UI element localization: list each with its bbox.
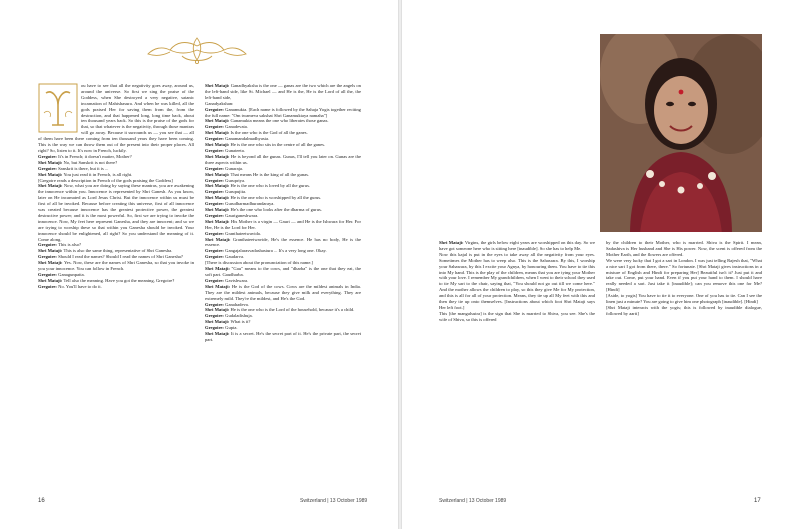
footer-text: Switzerland | 13 October 1989 [300,498,368,504]
portrait-photo [600,34,762,232]
paragraph-text: Gurudharmadhurandaraya. [225,201,275,207]
speaker-label: Shri Mataji: [38,277,64,283]
speaker-label: Shri Mataji: [38,171,64,177]
paragraph-text: Gunateeta. [225,147,245,153]
speaker-label: Gregoire: [38,283,59,289]
speaker-label: Gregoire: [205,177,226,183]
paragraph-text: Gurupriya. [225,177,246,183]
speaker-label: Shri Mataji: [439,240,465,245]
speaker-label: Gregoire: [205,212,226,218]
paragraph-text: That means He is the king of all the gunas. [230,171,310,177]
paragraph-text: Ganadhyaksha is the one — ganas are the two which are the angels on the left-hand side, like St. Michael — and He is the, He is the Lord of all the, the left-hand side, [205,83,361,100]
paragraph-text: Should I read the names? Should I read the names of Shri Ganesha? [58,254,183,260]
left-column-2 [205,83,361,483]
paragraph-text: This [the mangalsutra] is the sign that She is married to Shiva, you see. She's the wife of Shiva, so this is offered [439,310,595,322]
paragraph [439,252,595,311]
paragraph-text: No. You'll have to do it. [58,283,102,289]
right-column-1 [439,240,595,430]
paragraph-text: Gangajalarasvadashastura ... It's a very long one. Okay. [225,248,327,254]
paragraph [205,331,361,343]
paragraph-text: No, but Sanskrit is not there? [63,159,118,165]
speaker-label: Shri Mataji: [205,307,231,313]
paragraph [205,107,361,119]
speaker-label: Gregoire: [38,254,59,260]
speaker-label: Gregoire: [38,242,59,248]
paragraph-text: What is it? [230,319,251,325]
floral-ornament-icon [142,34,252,66]
paragraph-text: He is beyond all the gunas. Gunas, I'll tell you later on. Gunas are the three aspects within us. [205,153,361,165]
paragraph-text: [Aside, to yogis] You have to tie it to everyone. One of you has to tie. Can I see the linen just a minute? You are going to give him one photograph [inaudible]. [Hindi] [606,293,762,305]
paragraph-text: You just read it in French, is all right. [63,171,133,177]
speaker-label: Gregoire: [205,248,226,254]
speaker-label: Shri Mataji: [205,195,231,201]
paragraph-text: Gauriganeshwara. [225,212,259,218]
left-footer [300,498,367,504]
speaker-label: Gregoire: [205,147,226,153]
paragraph-text: Ganagunpatta. [58,272,85,277]
right-page-number-wrap [754,498,761,504]
speaker-label: Shri Mataji: [205,266,232,272]
speaker-label: Gregoire: [205,277,226,283]
speaker-label: Shri Mataji: [205,283,232,289]
speaker-label: Shri Mataji: [38,260,64,266]
paragraph [606,293,762,305]
paragraph-text: Ganadevata. [225,124,248,130]
paragraph [205,237,361,249]
paragraph-text: [Gregoire reads a description in French of the gods praising the Goddess] [38,177,173,183]
left-page-number-wrap [38,498,45,504]
paragraph [38,260,194,272]
left-page [0,0,398,529]
paragraph [205,266,361,278]
speaker-label: Gregoire: [38,165,59,171]
paragraph [439,240,595,252]
speaker-label: Gregoire: [205,254,226,260]
speaker-label: Shri Mataji: [205,118,231,124]
speaker-label: Shri Mataji: [205,331,231,337]
speaker-label: Gregoire: [38,272,59,277]
dropcap-y-icon [38,83,78,133]
speaker-label: Shri Mataji: [205,142,231,148]
paragraph-text: Ganamukta. [Each name is followed by the Sahaja Yogis together reciting the full name: "Om twameva sakshat Shri Ganamuktaya namaha"] [205,106,361,118]
speaker-label: Shri Mataji: [38,248,64,254]
right-footer [439,498,506,504]
speaker-label: Shri Mataji: [205,319,231,325]
paragraph-text: Granthateetwavide, He's the essence. He has no body, He is the essence. [205,236,361,248]
page-number: 16 [38,498,45,504]
paragraph-text: It's in French; it doesn't matter, Mother? [58,153,132,159]
paragraph-text: Gurupujita. [225,189,247,195]
paragraph-text: He is the one who is loved by all the gurus. [230,183,311,189]
paragraph-text: He is the one who sits in the centre of all the ganes. [230,142,326,148]
right-page [402,0,800,529]
paragraph-text: by the children to their Mother, who is married. Shiva is the Spirit. I mean, Sadashiva is Her husband and She is His power. Now, the scent is offered from the Mother Earth, and the flowers are offered. [606,240,762,257]
speaker-label: Shri Mataji: [205,218,231,224]
paragraph [38,83,194,154]
paragraph-text: Granthateetwavida. [225,230,261,236]
paragraph-text: Ganahadeva. [225,301,249,307]
paragraph-text: Gaudarva. [225,254,245,260]
paragraph-text: He is the one who is worshipped by all the gurus. [230,195,322,201]
paragraph-text: [There is discussion about the pronunciation of this name.] [205,260,314,266]
speaker-label: Shri Mataji: [38,183,64,189]
paragraph [38,284,194,290]
paragraph [205,219,361,231]
speaker-label: Shri Mataji: [205,130,231,136]
paragraph-text: He's the one who looks after the dharma of gurus. [230,207,322,213]
paragraph [205,284,361,302]
paragraph-text: He is the one who is the Lord of the household, because it's a child. [230,307,355,313]
paragraph [606,258,762,293]
paragraph-text: "Gau" means to the cows, and "dharba" is the one that they eat, the soft part. Gaudharba. [205,266,361,277]
paragraph-text: Tell also the meaning. Have you got the meaning, Gregoire? [63,277,175,283]
speaker-label: Gregoire: [205,189,226,195]
paragraph-text: Gudaladishuja. [225,313,253,319]
paragraph-text: Sanskrit is there, but it is ... [58,165,109,171]
paragraph [205,83,361,101]
footer-text: Switzerland | 13 October 1989 [439,498,507,504]
left-column-1 [38,83,194,483]
paragraph-text: His Mother is a virgin — Gauri — and He is the Ishwara for Her. For Her, He is the Lord for Her. [205,218,361,230]
paragraph-text: Gunaraja. [225,165,244,171]
right-column-2 [606,240,762,430]
paragraph [606,305,762,317]
paragraph [439,311,595,323]
speaker-label: Gregoire: [205,124,226,130]
speaker-label: Shri Mataji: [205,171,231,177]
paragraph-text: Now, what you are doing by saying these mantras, you are awakening the innocence within you. Innocence is represented by Shri Ganesh. As you know, later on He incarnated as Lord Jesus Christ. But the innocence within us must be first of all be invoked. Because before creating this universe, first of all innocence was created because innocence has the greatest protective power, the greatest destructive power; and it is the most powerful. So, first we are trying to invoke the innocence. Now, My feet here represent Ganesha, and they are innocent; and so we are trying to worship these so that within you Ganesha should be invoked. Your innocence should be enlightened, all right? So you understand the meaning of it. Come along. [38,183,194,242]
speaker-label: Gregoire: [205,201,226,207]
paragraph [606,240,762,258]
paragraph-text: He is the God of the cows. Cows are the mildest animals in India. They are the mildest animals, because they give milk and everything. They are extremely mild. They're the mildest, and He's the God. [205,283,361,301]
speaker-label: Shri Mataji: [205,236,233,242]
paragraph-text: Now this kajal is put in the eyes to take away all the negativity from your eyes. Sometimes the Mother has to weep also. This is the Sahasrara. By this, I worship your Sahasrara, by this I excite your Agnya, by honouring them. You have to tie this into My hand. This is the play of the children, means that you are tying your Mother with your love. I remember My grandchildren, when I went to their school they used to tie My sari to the chair, saying that, "You should not go out till we come here." And the mother allows the children to play, so this they give Me for My protection, and this is all for all of your protection. Means, they tie up all My feet with this and then they tie up onto themselves. [Instructions about which foot Shri Mataji says Her left foot.] [439,251,595,310]
speaker-label: Gregoire: [205,313,226,319]
speaker-label: Gregoire: [205,301,226,307]
speaker-label: Gregoire: [205,165,226,171]
paragraph-text: Ganamukta means the one who liberates those ganas. [230,118,329,124]
paragraph [38,183,194,242]
speaker-label: Shri Mataji: [205,153,231,159]
paragraph-text: [Shri Mataji interacts with the yogis; this is followed by inaudible dialogue, followed by aarti] [606,304,762,316]
paragraph-text: ou have to see that all the negativity goes away, around us, around the universe. So first we sing the praise of the Goddess, when She destroyed a very negative, satanic incarnation of Mahishasura. And when he was killed, all the gods praised Her for saving them from the, from the destruction, and that happened long, long time back, about ten thousand years back. So this is the praise of the gods for that, so that whatever is the negativity, through those mantras will go away. Because it surrounds us — you see that — all of them have been there coming from ten thousand years they have been coming. This is the way we can throw them out of the present into their proper places. All right? So, listen to it. It's now in French, luckily. [38,83,194,153]
portrait-image [600,34,762,232]
paragraph [205,154,361,166]
speaker-label: Shri Mataji: [205,183,231,189]
paragraph-text: Ganamandalmadhyasta. [225,136,270,142]
speaker-label: Gregoire: [38,153,59,159]
speaker-label: Gregoire: [205,230,226,236]
paragraph-text: This is also the same thing, representative of Shri Ganesha. [63,248,173,254]
speaker-label: Gregoire: [205,136,226,142]
paragraph-text: We were very lucky that I got a sari in London. I was just telling Rajesh that, "What a nice sari I got from there, there." So fortunate. [Shri Mataji gives instructions in a mixture of English and Hindi for preparing Her] Beautiful isn't it? Just put it and take out. Come, put your hand. Even if you put your hand to them. I should have really needed a sari. Just take it [inaudible]; can you remove this one for Me? [Hindi] [606,257,762,293]
speaker-label: Shri Mataji: [38,159,64,165]
page-number: 17 [754,498,761,504]
paragraph-text: This is also? [58,242,82,248]
paragraph-text: Is the one who is the God of all the ganes. [230,130,308,136]
speaker-label: Gregoire: [205,106,226,112]
paragraph-text: Gupta. [225,325,238,331]
paragraph-text: Gavishwara. [225,277,249,283]
paragraph-text: It is a secret. He's the secret part of it. He's the private part, the secret part. [205,331,361,342]
paragraph-text: Yes. Now, these are the names of Shri Ganesha, so that you invoke in you your innocence. You can follow in French. [38,260,194,272]
speaker-label: Gregoire: [205,325,226,331]
paragraph-text: Ganadyakshan: [205,100,234,106]
speaker-label: Shri Mataji: [205,83,231,88]
paragraph-text: Virgins, the girls below eight years are worshipped on this day. So we have got someone here who is sitting here [inaudible]. So she has to help Me. [439,240,595,251]
speaker-label: Shri Mataji: [205,207,231,213]
